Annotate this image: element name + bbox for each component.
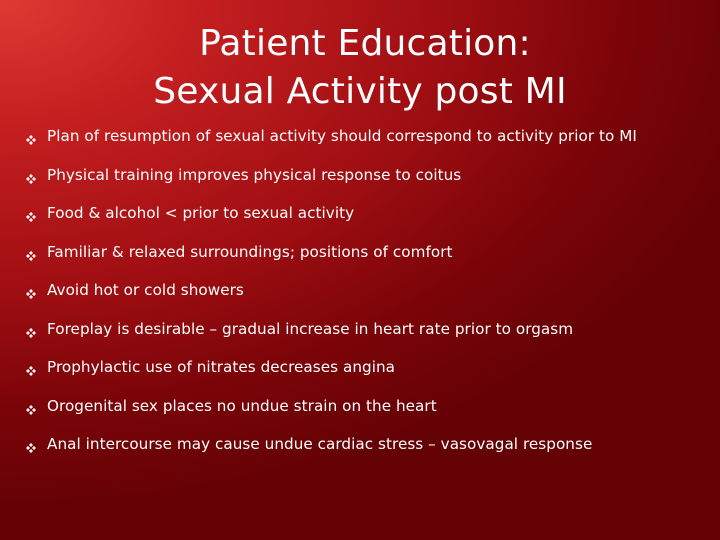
diamond-quad-icon [26,208,36,218]
bullet-item [26,194,716,233]
bullet-text: Physical training improves physical response to coitus [47,165,462,184]
bullet-item [26,117,716,156]
diamond-quad-icon [26,362,36,372]
bullet-item [26,271,716,310]
bullet-item [26,310,716,349]
bullet-list [26,117,716,464]
bullet-text: Foreplay is desirable – gradual increase in heart rate prior to orgasm [47,319,574,338]
diamond-quad-icon [26,439,36,449]
bullet-text: Avoid hot or cold showers [47,281,244,300]
diamond-quad-icon [26,285,36,295]
bullet-text: Plan of resumption of sexual activity should correspond to activity prior to MI [47,127,637,146]
diamond-quad-icon [26,170,36,180]
bullet-item [26,156,716,195]
title-line-1: Patient Education: [199,23,531,64]
bullet-item [26,233,716,272]
diamond-quad-icon [26,401,36,411]
bullet-item [26,387,716,426]
title-line-2: Sexual Activity post MI [153,71,567,112]
diamond-quad-icon [26,247,36,257]
diamond-quad-icon [26,131,36,141]
bullet-item [26,348,716,387]
bullet-item [26,425,716,464]
bullet-text: Prophylactic use of nitrates decreases angina [47,358,396,377]
slide-title [0,20,720,116]
diamond-quad-icon [26,324,36,334]
bullet-text: Orogenital sex places no undue strain on the heart [47,396,437,415]
bullet-text: Anal intercourse may cause undue cardiac stress – vasovagal response [47,435,593,454]
bullet-text: Familiar & relaxed surroundings; positions of comfort [47,242,453,261]
bullet-text: Food & alcohol < prior to sexual activity [47,204,355,223]
